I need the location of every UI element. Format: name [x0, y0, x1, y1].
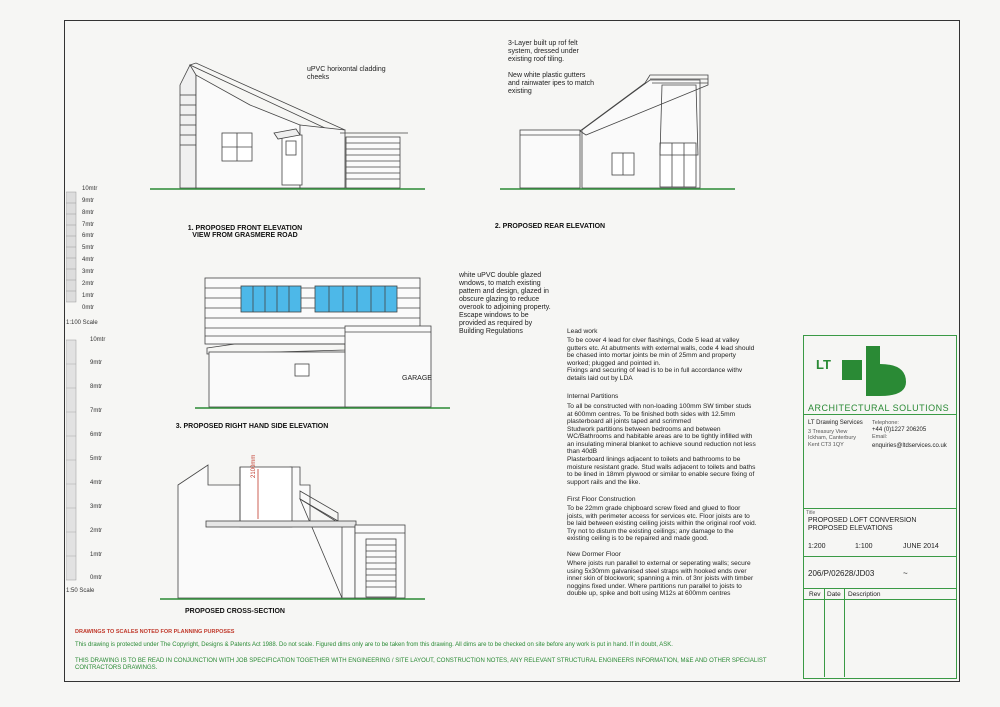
divider [844, 588, 845, 677]
note-roof: 3-Layer built up rof felt system, dressed under existing roof tiling. [508, 40, 579, 64]
scale-tick: 0mtr [82, 305, 94, 311]
telephone: +44 (0)1227 206205 [872, 427, 927, 433]
spec-floor-body: To be 22mm grade chipboard screw fixed and glued to floor joists, with perimeter access for services etc. Floor joists are to be laid between existing ceiling joists within the original roof void. Try not to disturn the existing ceilings; any damage to the existing ceiling is to be repaired and made good. [567, 505, 757, 543]
dimension-label: 2100mm [251, 454, 257, 478]
scale-tick: 4mtr [82, 257, 94, 263]
scale-tick: 8mtr [90, 384, 102, 390]
scale-tick: 4mtr [90, 480, 102, 486]
scale-tick: 0mtr [90, 575, 102, 581]
revision: ~ [903, 569, 908, 578]
footer-conjunction-note: THIS DRAWING IS TO BE READ IN CONJUNCTION WITH JOB SPECIFICATION TOGETHER WITH ENGINEERING / SITE LAYOUT, CONSTRUCTION NOTES, ANY RELEVANT STRUCTURAL ENGINEERS INFORMATION, M&E AND OTHER SPECIALIST CONTRACTORS DRAWINGS. [75, 658, 767, 671]
company-address: 3 Treasury View Ickham, Canterbury Kent CT3 1QY [808, 429, 856, 448]
spec-dormer-heading: New Dormer Floor [567, 551, 621, 558]
spec-dormer-body: Where joists run parallel to external or seperating walls; secure using 5x30mm galvanised steel straps with hooked ends over inner skin of blockwork; spanning a min. of 3nr joists with timber noggins fixed under. Where partitions run parallel to joists to double up, spike and bolt using M12s at 600mm centres [567, 560, 754, 598]
divider [824, 588, 825, 677]
lt-logo-icon [820, 340, 910, 402]
garage-label: GARAGE [402, 375, 432, 382]
divider [803, 414, 957, 415]
scale-1: 1:200 [808, 543, 826, 550]
scale-label: 1:100 Scale [66, 320, 98, 326]
scale-tick: 8mtr [82, 210, 94, 216]
date-header: Date [827, 591, 841, 598]
scale-tick: 6mtr [90, 432, 102, 438]
drawing-number: 206/P/02628/JD03 [808, 569, 875, 578]
cross-section-drawing [160, 455, 430, 605]
scale-tick: 3mtr [82, 269, 94, 275]
spec-floor-heading: First Floor Construction [567, 496, 636, 503]
company-name: LT Drawing Services [808, 420, 863, 426]
title-label: Title [806, 510, 816, 516]
scale-tick: 7mtr [82, 222, 94, 228]
spec-lead-body: To be cover 4 lead for clver flashings, Code 5 lead at valley gutters etc. At abutments with external walls, code 4 lead should be chased into mortar joints be min of 25mm and property worked; plugged and pointed in. Fixings and securing of lead is to be in full accordance withv details laid out by LDA [567, 337, 755, 382]
scale-2: 1:100 [855, 543, 873, 550]
scale-tick: 2mtr [90, 528, 102, 534]
scale-tick: 1mtr [90, 552, 102, 558]
footer-copyright: This drawing is protected under The Copyright, Designs & Patents Act 1988. Do not scale. Figured dims only are to be taken from this drawing. All dims are to be checked on site before any work is put in hand. If in doubt, ASK. [75, 642, 673, 648]
scale-tick: 10mtr [82, 186, 98, 192]
note-gutters: New white plastic gutters and rainwater ipes to match existing [508, 72, 594, 96]
scale-tick: 10mtr [90, 337, 106, 343]
divider [803, 599, 957, 600]
scale-tick: 9mtr [90, 360, 102, 366]
scale-tick: 6mtr [82, 233, 94, 239]
scale-tick: 2mtr [82, 281, 94, 287]
side-elevation-drawing [195, 270, 455, 410]
scale-tick: 9mtr [82, 198, 94, 204]
logo-text: LT [816, 357, 831, 372]
scale-tick: 3mtr [90, 504, 102, 510]
drawing-date: JUNE 2014 [903, 543, 939, 550]
cross-section-title: PROPOSED CROSS-SECTION [185, 608, 285, 615]
firm-name: ARCHITECTURAL SOLUTIONS [808, 403, 950, 413]
divider [803, 588, 957, 589]
spec-lead-heading: Lead work [567, 328, 598, 335]
drawing-title: PROPOSED LOFT CONVERSION PROPOSED ELEVATIONS [808, 517, 917, 533]
footer-planning-note: DRAWINGS TO SCALES NOTED FOR PLANNING PURPOSES [75, 629, 235, 635]
spec-partitions-heading: Internal Partitions [567, 393, 619, 400]
front-elevation-title: 1. PROPOSED FRONT ELEVATION VIEW FROM GRASMERE ROAD [187, 225, 303, 239]
divider [803, 556, 957, 557]
rev-header: Rev [809, 591, 821, 598]
scale-tick: 5mtr [82, 245, 94, 251]
front-elevation-drawing [150, 55, 430, 200]
note-windows: white uPVC double glazed wndows, to match existing pattern and design, glazed in obscure glazing to reduce overook to adjoining property. Escape windows to be provided as required by Building Regulations [459, 272, 551, 336]
scale-tick: 5mtr [90, 456, 102, 462]
email: enquiries@ltdservices.co.uk [872, 443, 947, 449]
divider [803, 508, 957, 509]
description-header: Description [848, 591, 881, 598]
rear-elevation-title: 2. PROPOSED REAR ELEVATION [494, 223, 606, 230]
scale-tick: 1mtr [82, 293, 94, 299]
scale-label: 1:50 Scale [66, 588, 95, 594]
spec-partitions-body: To all be constructed with non-loading 100mm SW timber studs at 600mm centres. To be finished both sides with 12.5mm plasterboard all joints taped and scrimmed Studwork partitions between bedrooms and between WC/Bathrooms and habitable areas are to be tightly infilled with an insulating mineral blanket to achieve sound reduction not less than 40dB Plasterboard linings adjacent to toilets and bathrooms to be moisture resistant grade. Stud walls adjacent to toilets and baths to be lined in 18mm plywood or similar to enable secure fixing of support rails and the like. [567, 403, 756, 486]
telephone-label: Telephone: [872, 420, 899, 426]
scale-tick: 7mtr [90, 408, 102, 414]
email-label: Email: [872, 434, 888, 440]
note-cladding: uPVC horixontal cladding cheeks [307, 66, 386, 82]
side-elevation-title: 3. PROPOSED RIGHT HAND SIDE ELEVATION [175, 423, 329, 430]
